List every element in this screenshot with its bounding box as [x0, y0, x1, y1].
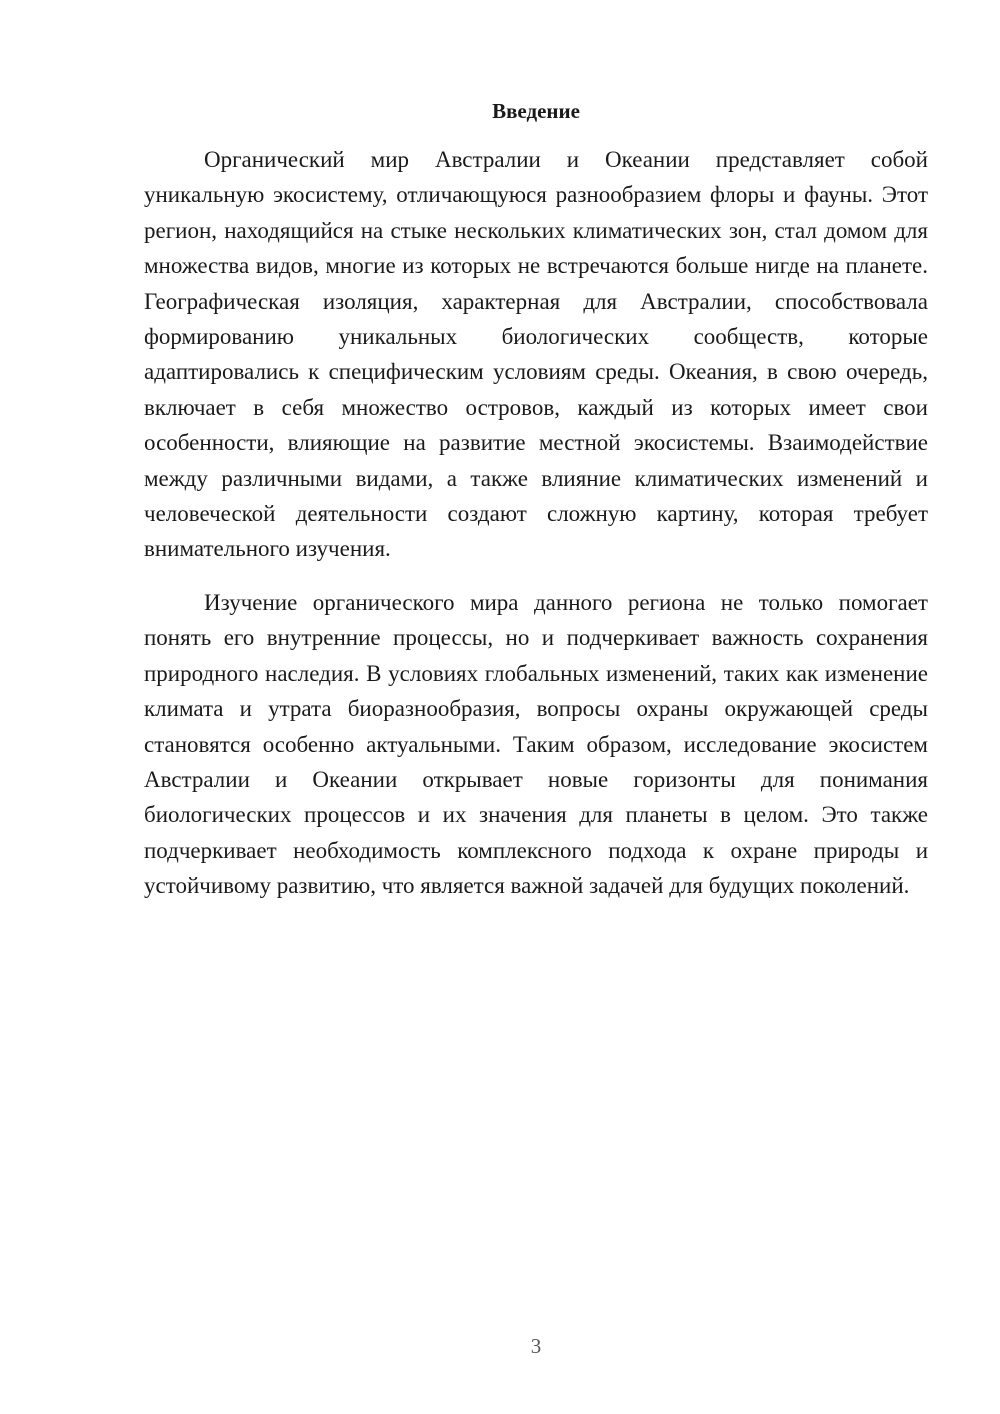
paragraph-1: Органический мир Австралии и Океании представляет собой уникальную экосистему, отличающуюся разнообразием флоры и фауны. Этот регион, находящийся на стыке нескольких климатических зон, стал домом для множества видов, многие из которых не встречаются больше нигде на планете. Географическая изоляция, характерная для Австралии, способствовала формированию уникальных биологических сообществ, которые адаптировались к специфическим условиям среды. Океания, в свою очередь, включает в себя множество островов, каждый из которых имеет свои особенности, влияющие на развитие местной экосистемы. Взаимодействие между различными видами, а также влияние климатических изменений и человеческой деятельности создают сложную картину, которая требует внимательного изучения.	[144, 147, 928, 562]
paragraph-2: Изучение органического мира данного региона не только помогает понять его внутренние процессы, но и подчеркивает важность сохранения природного наследия. В условиях глобальных изменений, таких как изменение климата и утрата биоразнообразия, вопросы охраны окружающей среды становятся особенно актуальными. Таким образом, исследование экосистем Австралии и Океании открывает новые горизонты для понимания биологических процессов и их значения для планеты в целом. Это также подчеркивает необходимость комплексного подхода к охране природы и устойчивому развитию, что является важной задачей для будущих поколений.	[144, 589, 928, 899]
page-number: 3	[530, 1334, 542, 1358]
section-heading: Введение	[492, 99, 580, 123]
body-text	[144, 142, 928, 904]
